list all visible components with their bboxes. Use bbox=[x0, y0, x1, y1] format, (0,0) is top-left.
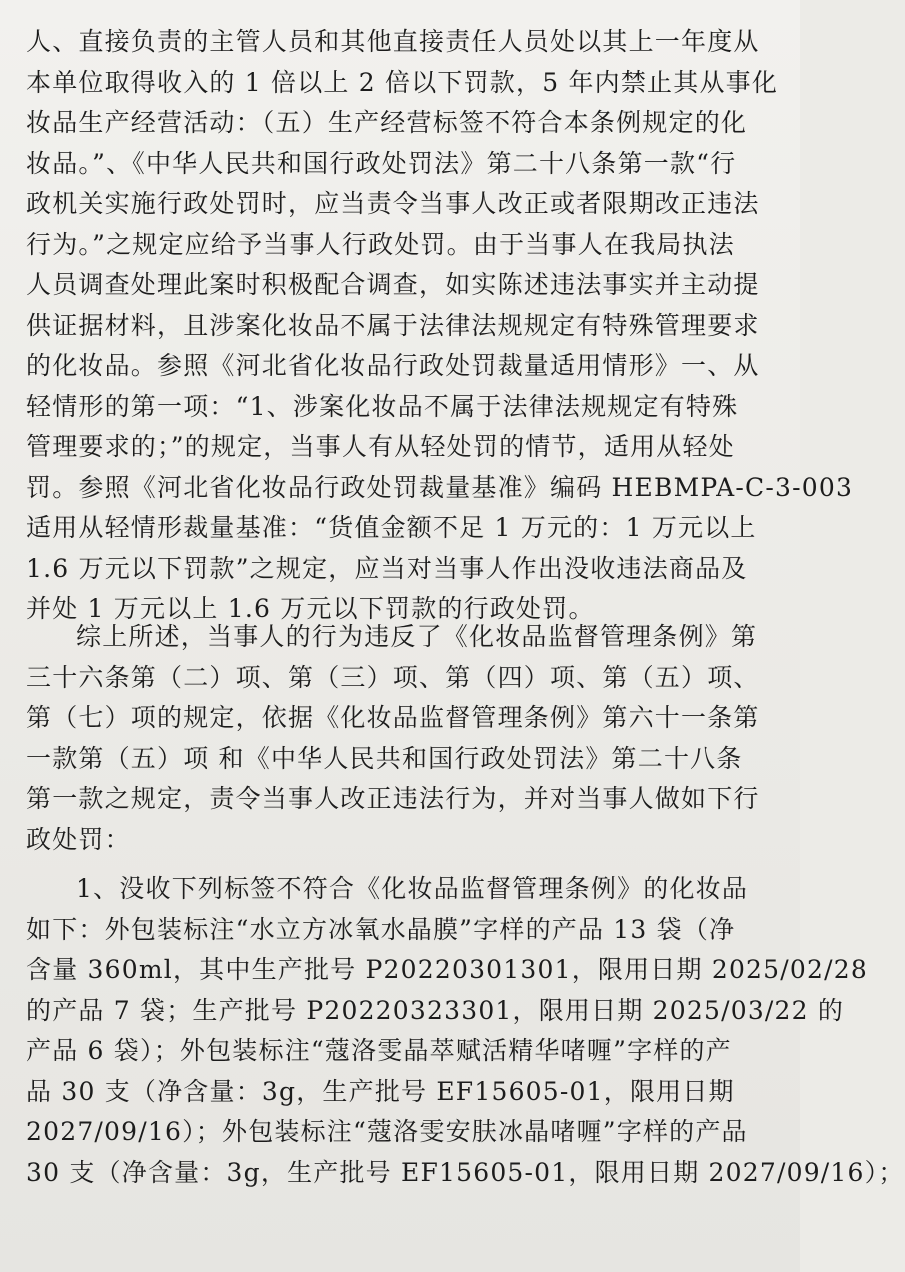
text-line: 品 30 支（净含量：3g，生产批号 EF15605-01，限用日期 bbox=[26, 1076, 735, 1106]
text-line: 一款第（五）项 和《中华人民共和国行政处罚法》第二十八条 bbox=[26, 743, 743, 773]
text-line: 如下：外包装标注“水立方冰氧水晶膜”字样的产品 13 袋（净 bbox=[26, 914, 736, 944]
text-line: 政处罚： bbox=[26, 824, 131, 854]
text-line: 政机关实施行政处罚时，应当责令当事人改正或者限期改正违法 bbox=[26, 189, 760, 218]
text-line: 妆品生产经营活动：（五）生产经营标签不符合本条例规定的化 bbox=[26, 108, 748, 137]
text-line: 的产品 7 袋；生产批号 P20220323301，限用日期 2025/03/22 的 bbox=[26, 995, 845, 1025]
text-line: 行为。”之规定应给予当事人行政处罚。由于当事人在我局执法 bbox=[26, 229, 735, 259]
text-line: 30 支（净含量：3g，生产批号 EF15605-01，限用日期 2027/09/16）； bbox=[26, 1157, 905, 1187]
paragraph-penalty-basis bbox=[26, 22, 854, 630]
text-line: 综上所述，当事人的行为违反了《化妆品监督管理条例》第 bbox=[76, 622, 758, 651]
text-line: 含量 360ml，其中生产批号 P20220301301，限用日期 2025/02/28 bbox=[26, 955, 868, 984]
text-line: 人员调查处理此案时积极配合调查，如实陈述违法事实并主动提 bbox=[26, 270, 760, 299]
text-line: 罚。参照《河北省化妆品行政处罚裁量基准》编码 HEBMPA-C-3-003 bbox=[26, 472, 854, 502]
text-line: 适用从轻情形裁量基准：“货值金额不足 1 万元的：1 万元以上 bbox=[26, 513, 757, 542]
paragraph-conclusion bbox=[26, 617, 786, 860]
text-line: 的化妆品。参照《河北省化妆品行政处罚裁量适用情形》一、从 bbox=[26, 351, 760, 380]
text-line: 1.6 万元以下罚款”之规定，应当对当事人作出没收违法商品及 bbox=[26, 553, 748, 583]
text-line: 并处 1 万元以上 1.6 万元以下罚款的行政处罚。 bbox=[26, 594, 595, 623]
text-line: 人、直接负责的主管人员和其他直接责任人员处以其上一年度从 bbox=[26, 27, 760, 56]
text-line: 管理要求的；”的规定，当事人有从轻处罚的情节，适用从轻处 bbox=[26, 432, 735, 461]
text-line: 供证据材料，且涉案化妆品不属于法律法规规定有特殊管理要求 bbox=[26, 310, 760, 340]
text-line: 妆品。”、《中华人民共和国行政处罚法》第二十八条第一款“行 bbox=[26, 148, 737, 178]
text-line: 本单位取得收入的 1 倍以上 2 倍以下罚款，5 年内禁止其从事化 bbox=[26, 67, 779, 97]
text-line: 第（七）项的规定，依据《化妆品监督管理条例》第六十一条第 bbox=[26, 703, 760, 732]
text-line: 轻情形的第一项：“1、涉案化妆品不属于法律法规规定有特殊 bbox=[26, 391, 739, 421]
text-line: 第一款之规定，责令当事人改正违法行为，并对当事人做如下行 bbox=[26, 784, 760, 813]
paragraph-confiscation-list bbox=[26, 869, 905, 1193]
text-line: 1、没收下列标签不符合《化妆品监督管理条例》的化妆品 bbox=[76, 874, 749, 903]
text-line: 产品 6 袋）；外包装标注“蔻洛雯晶萃赋活精华啫喱”字样的产 bbox=[26, 1036, 732, 1065]
text-line: 三十六条第（二）项、第（三）项、第（四）项、第（五）项、 bbox=[26, 662, 760, 692]
text-line: 2027/09/16）；外包装标注“蔻洛雯安肤冰晶啫喱”字样的产品 bbox=[26, 1117, 748, 1146]
